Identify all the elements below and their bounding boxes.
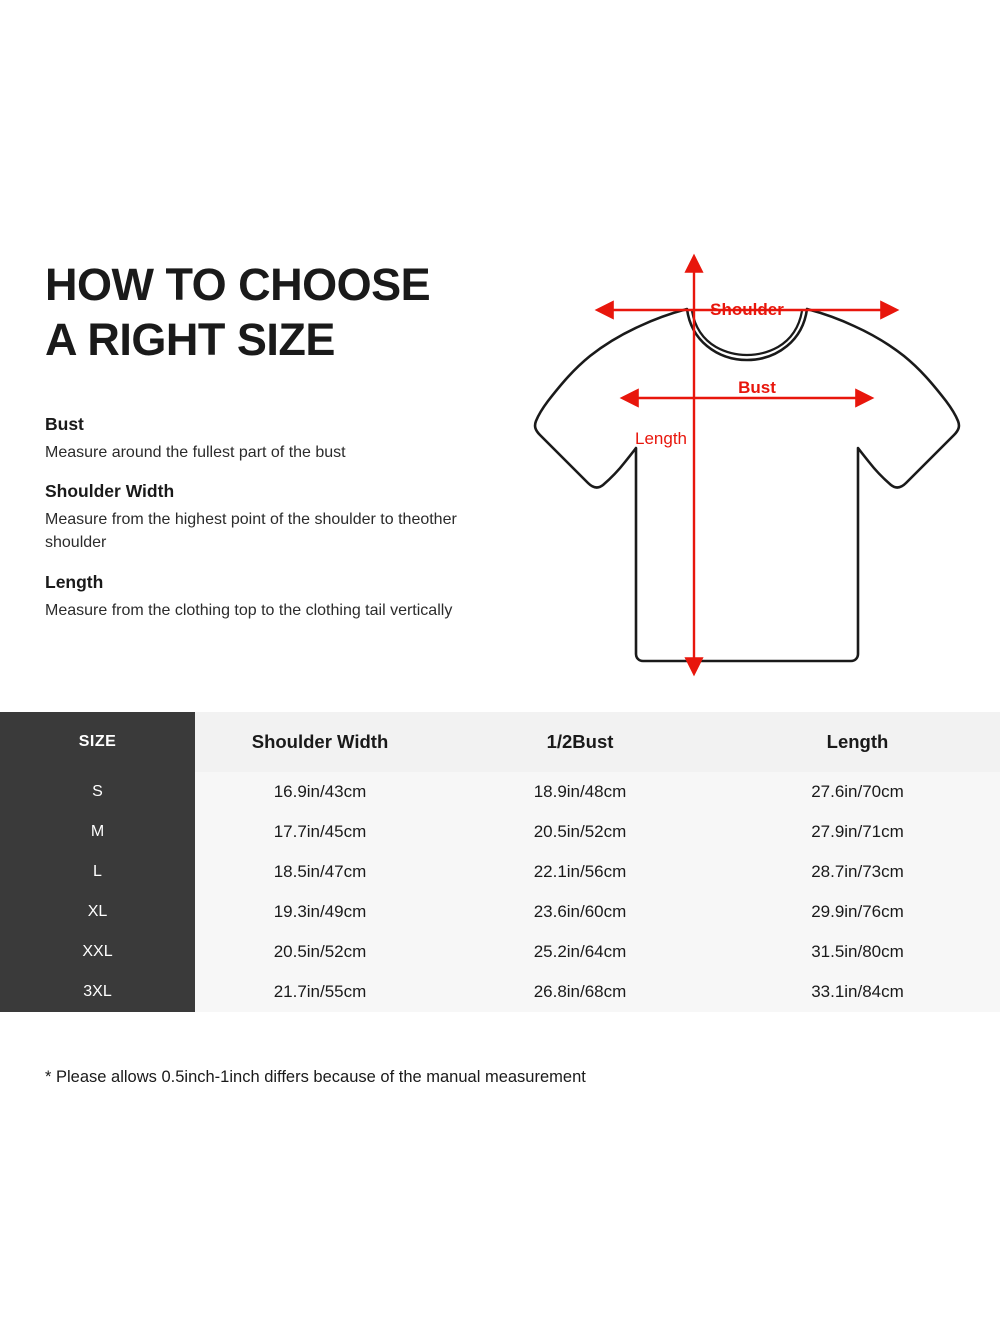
cell-size: XXL bbox=[0, 932, 195, 972]
cell-half-bust: 20.5in/52cm bbox=[445, 812, 715, 852]
definition-shoulder-width-term: Shoulder Width bbox=[45, 481, 175, 502]
table-row bbox=[0, 772, 1000, 812]
bust-label: Bust bbox=[738, 378, 776, 397]
header-size: SIZE bbox=[0, 712, 195, 772]
page-title-line-1: HOW TO CHOOSE bbox=[45, 259, 431, 310]
table-row bbox=[0, 852, 1000, 892]
table-row bbox=[0, 892, 1000, 932]
definition-bust bbox=[45, 414, 515, 464]
cell-half-bust: 26.8in/68cm bbox=[445, 972, 715, 1012]
cell-size: M bbox=[0, 812, 195, 852]
table-row bbox=[0, 812, 1000, 852]
cell-shoulder-width: 16.9in/43cm bbox=[195, 772, 445, 812]
tshirt-outline bbox=[535, 309, 959, 661]
cell-half-bust: 22.1in/56cm bbox=[445, 852, 715, 892]
definition-length bbox=[45, 572, 515, 622]
cell-length: 29.9in/76cm bbox=[715, 892, 1000, 932]
definition-bust-term: Bust bbox=[45, 414, 84, 434]
header-length: Length bbox=[715, 712, 1000, 772]
definition-bust-desc: Measure around the fullest part of the bust bbox=[45, 444, 346, 461]
cell-length: 27.6in/70cm bbox=[715, 772, 1000, 812]
size-table bbox=[0, 712, 1000, 1012]
table-row bbox=[0, 972, 1000, 1012]
definition-shoulder-width-desc: Measure from the highest point of the shoulder to theother shoulder bbox=[45, 511, 457, 552]
cell-length: 33.1in/84cm bbox=[715, 972, 1000, 1012]
table-header-row bbox=[0, 712, 1000, 772]
cell-shoulder-width: 21.7in/55cm bbox=[195, 972, 445, 1012]
definition-length-desc: Measure from the clothing top to the clothing tail vertically bbox=[45, 601, 453, 619]
cell-length: 31.5in/80cm bbox=[715, 932, 1000, 972]
cell-shoulder-width: 17.7in/45cm bbox=[195, 812, 445, 852]
length-label: Length bbox=[635, 429, 687, 448]
cell-size: 3XL bbox=[0, 972, 195, 1012]
page-title bbox=[45, 258, 525, 368]
table-row bbox=[0, 932, 1000, 972]
cell-size: S bbox=[0, 772, 195, 812]
size-table-body bbox=[0, 772, 1000, 1012]
cell-size: L bbox=[0, 852, 195, 892]
definition-length-term: Length bbox=[45, 571, 104, 592]
cell-half-bust: 25.2in/64cm bbox=[445, 932, 715, 972]
shoulder-label: Shoulder bbox=[710, 300, 784, 319]
cell-size: XL bbox=[0, 892, 195, 932]
measurement-note: * Please allows 0.5inch-1inch differs because of the manual measurement bbox=[45, 1068, 586, 1086]
cell-shoulder-width: 18.5in/47cm bbox=[195, 852, 445, 892]
cell-shoulder-width: 20.5in/52cm bbox=[195, 932, 445, 972]
size-table-head bbox=[0, 712, 1000, 772]
measurement-definitions bbox=[45, 414, 515, 639]
cell-length: 28.7in/73cm bbox=[715, 852, 1000, 892]
definition-shoulder-width bbox=[45, 481, 515, 554]
page-title-line-2: A RIGHT SIZE bbox=[45, 313, 335, 365]
cell-half-bust: 23.6in/60cm bbox=[445, 892, 715, 932]
header-shoulder-width: Shoulder Width bbox=[195, 712, 445, 772]
header-half-bust: 1/2Bust bbox=[445, 712, 715, 772]
tshirt-diagram bbox=[512, 238, 982, 688]
cell-shoulder-width: 19.3in/49cm bbox=[195, 892, 445, 932]
cell-length: 27.9in/71cm bbox=[715, 812, 1000, 852]
size-table-area bbox=[0, 712, 1000, 1032]
cell-half-bust: 18.9in/48cm bbox=[445, 772, 715, 812]
